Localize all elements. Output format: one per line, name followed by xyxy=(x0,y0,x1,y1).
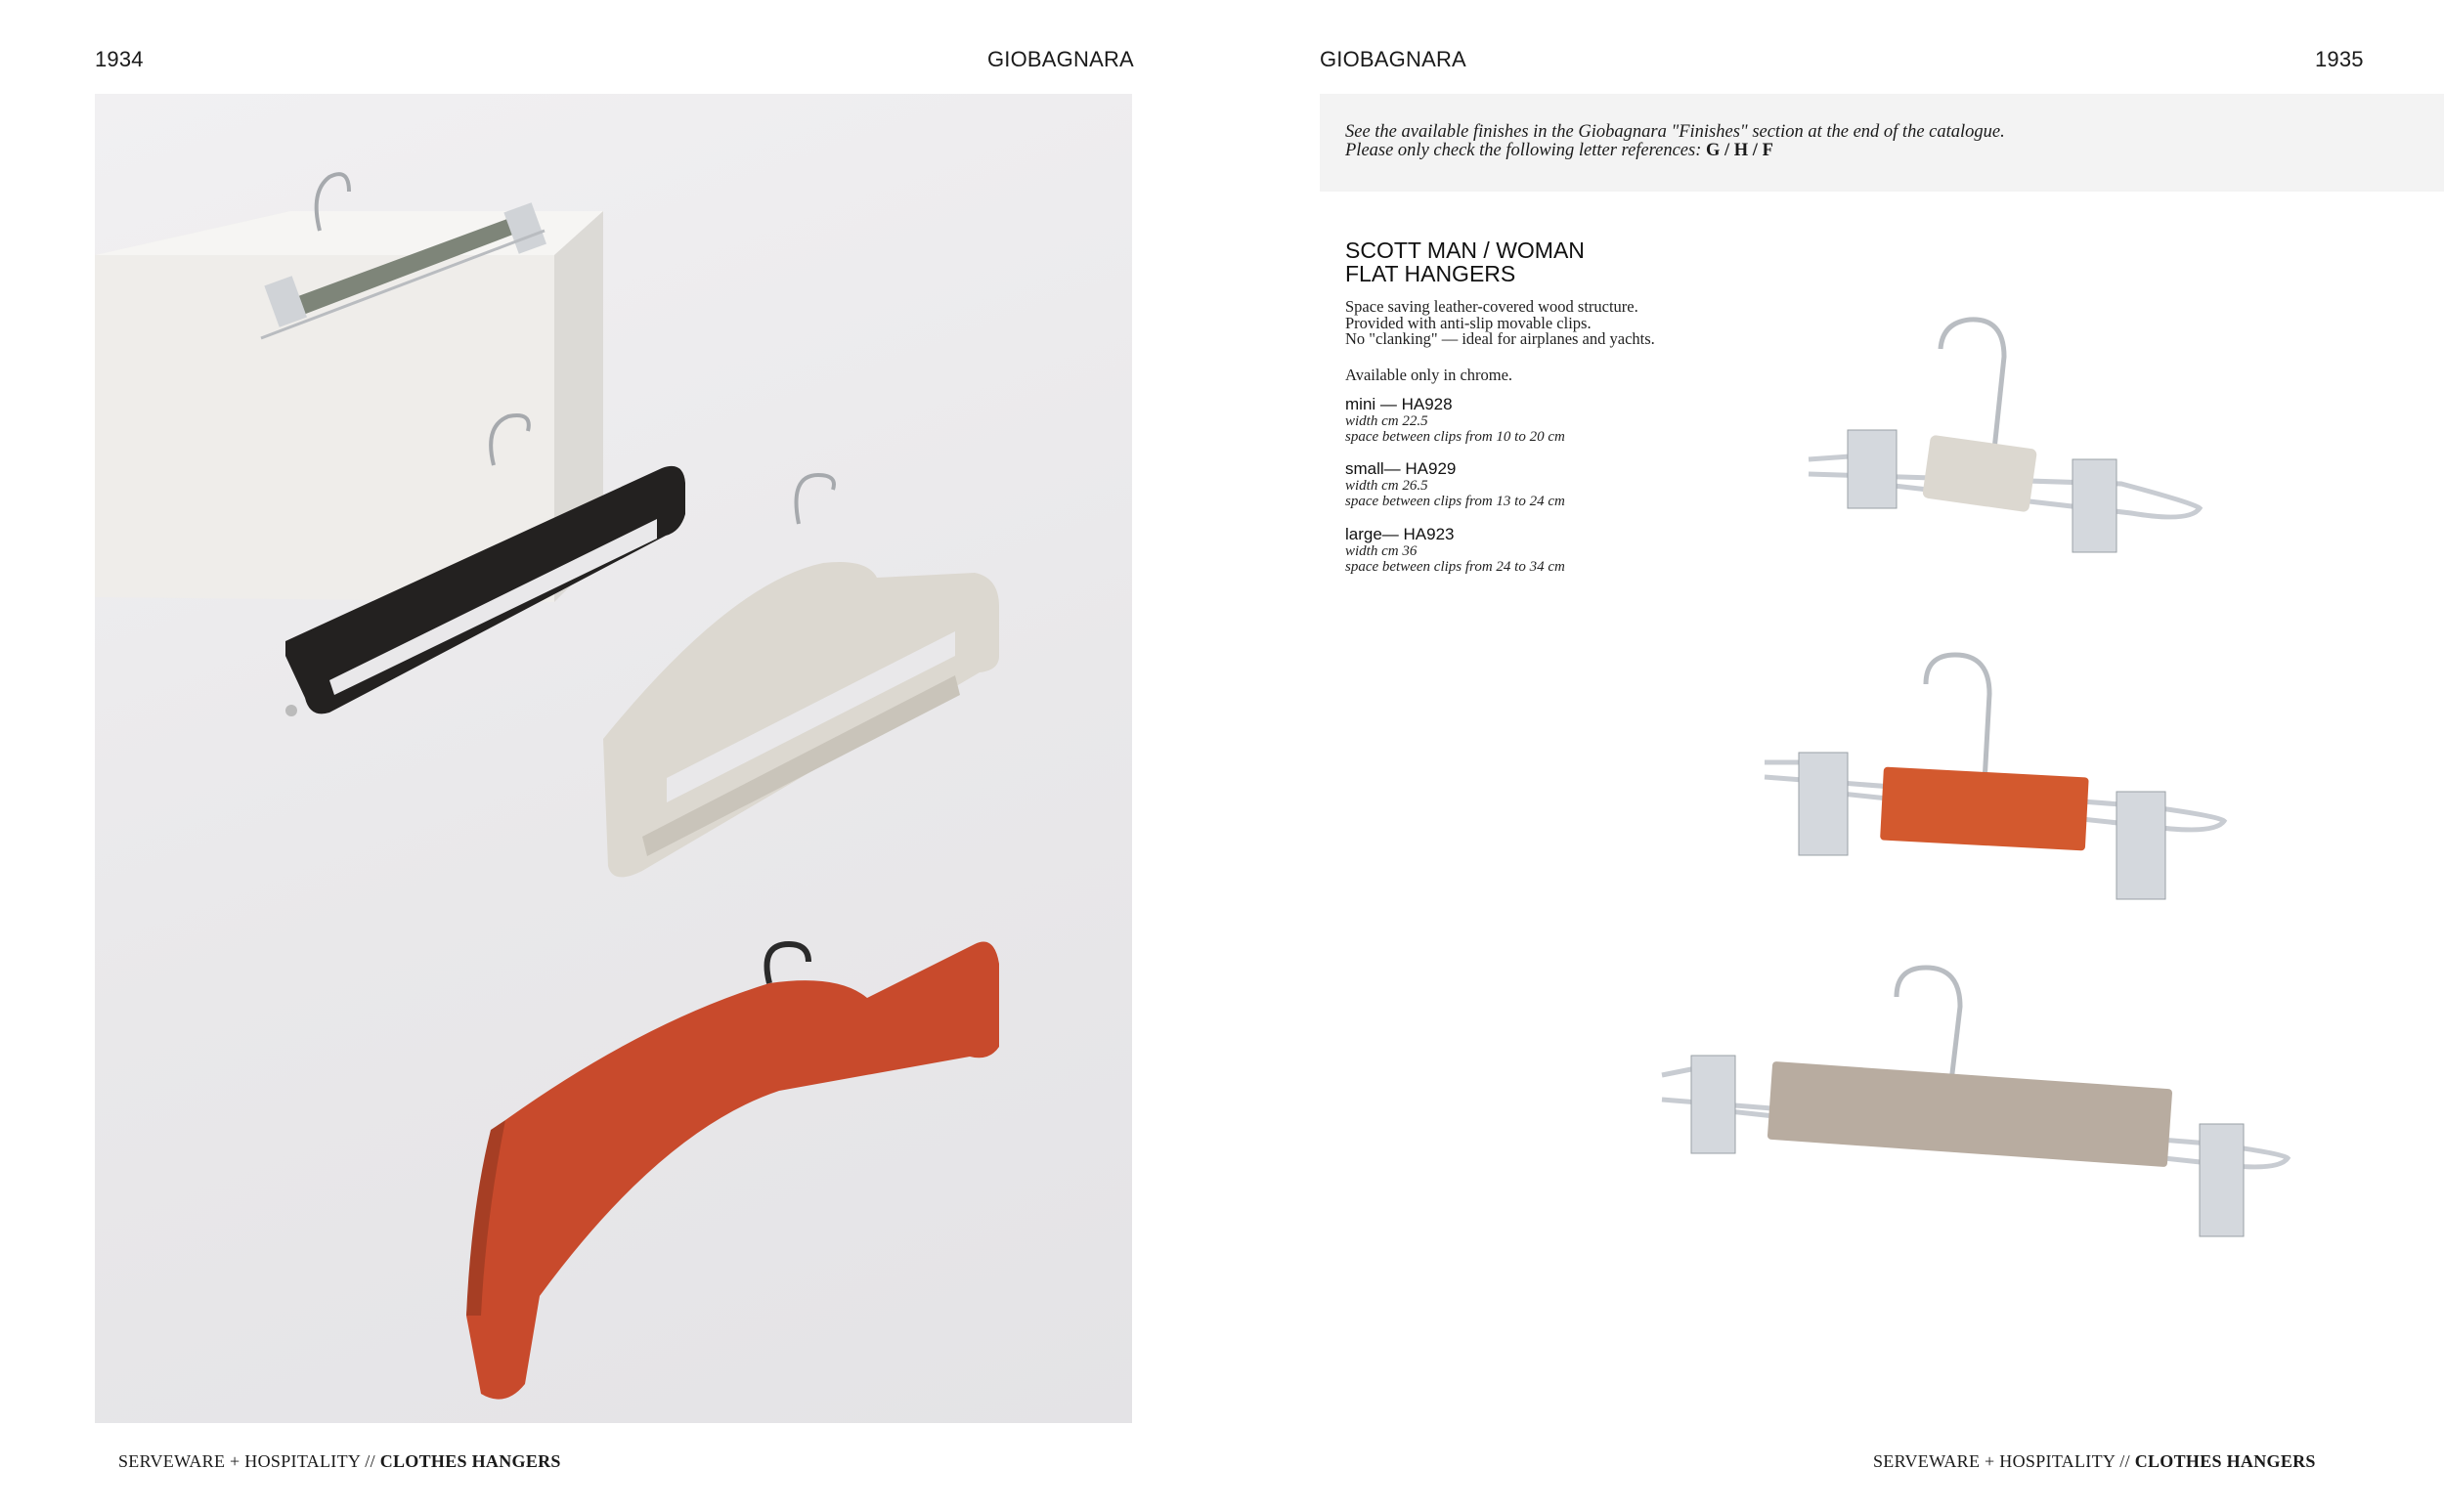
size-name: mini — HA928 xyxy=(1345,395,1453,413)
notice-line-2-prefix: Please only check the following letter references: xyxy=(1345,141,1707,160)
product-description xyxy=(1345,299,1655,348)
left-footer-category: CLOTHES HANGERS xyxy=(379,1451,561,1471)
left-footer xyxy=(118,1451,561,1472)
size-name: large— HA923 xyxy=(1345,525,1455,543)
size-spec-mini xyxy=(1345,396,1565,445)
hanger-image-large-taupe xyxy=(1652,943,2297,1256)
size-width: width cm 36 xyxy=(1345,543,1418,559)
hangers-lifestyle-photo xyxy=(95,94,1132,1423)
description-line: Space saving leather-covered wood structure. xyxy=(1345,297,1638,316)
right-page-number: 1935 xyxy=(2315,47,2364,71)
left-brand-header: GIOBAGNARA xyxy=(987,47,1134,71)
availability-note: Available only in chrome. xyxy=(1345,366,1513,384)
finishes-notice-text xyxy=(1345,123,2401,160)
right-footer-category: CLOTHES HANGERS xyxy=(2134,1451,2316,1471)
size-spec-small xyxy=(1345,460,1565,509)
right-footer xyxy=(1873,1451,2316,1472)
right-brand-header: GIOBAGNARA xyxy=(1320,47,1466,71)
product-title xyxy=(1345,238,1585,285)
description-line: Provided with anti-slip movable clips. xyxy=(1345,313,1592,332)
size-clip-space: space between clips from 10 to 20 cm xyxy=(1345,429,1565,445)
size-width: width cm 22.5 xyxy=(1345,413,1428,429)
notice-letter-refs: G / H / F xyxy=(1706,141,1773,160)
description-line: No "clanking" — ideal for airplanes and yachts. xyxy=(1345,329,1655,348)
size-clip-space: space between clips from 13 to 24 cm xyxy=(1345,494,1565,509)
hanger-image-mini-cream xyxy=(1799,293,2209,586)
product-title-line-2: FLAT HANGERS xyxy=(1345,261,1516,286)
red-hanger xyxy=(466,942,999,1400)
size-width: width cm 26.5 xyxy=(1345,478,1428,494)
hanger-image-small-orange xyxy=(1755,626,2234,919)
size-name: small— HA929 xyxy=(1345,459,1457,478)
left-page-number: 1934 xyxy=(95,47,144,71)
notice-line-1: See the available finishes in the Giobagnara "Finishes" section at the end of the catalogue. xyxy=(1345,122,2005,142)
product-title-line-1: SCOTT MAN / WOMAN xyxy=(1345,238,1585,263)
size-clip-space: space between clips from 24 to 34 cm xyxy=(1345,559,1565,575)
size-spec-large xyxy=(1345,526,1565,575)
right-footer-section: SERVEWARE + HOSPITALITY // xyxy=(1873,1451,2135,1471)
left-footer-section: SERVEWARE + HOSPITALITY // xyxy=(118,1451,380,1471)
